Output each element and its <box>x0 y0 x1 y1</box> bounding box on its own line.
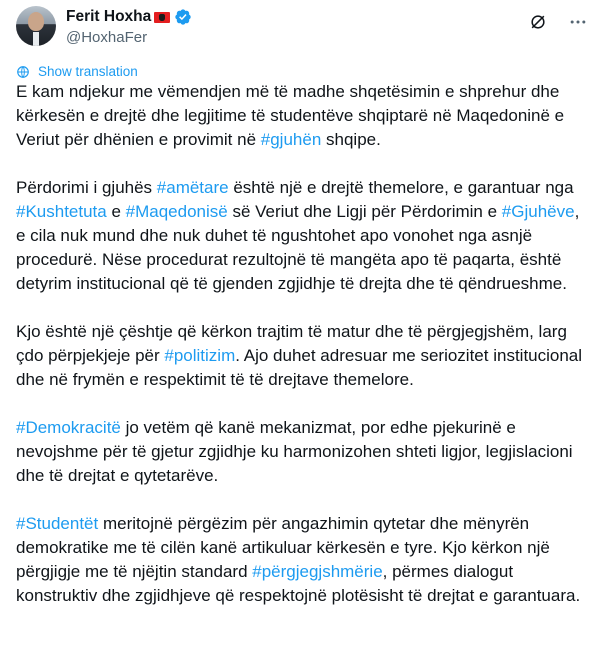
tweet-paragraph <box>16 320 590 392</box>
text-segment: Kjo është një çështje që kërkon trajtim të matur dhe të përgjegjshëm, larg çdo përpjekjeje për <box>16 322 567 365</box>
tweet-paragraph <box>16 80 590 152</box>
grok-icon[interactable] <box>528 12 548 32</box>
tweet-paragraph <box>16 416 590 488</box>
author-name[interactable]: Ferit Hoxha <box>66 8 152 25</box>
author-block <box>66 7 192 46</box>
text-segment: meritojnë përgëzim për angazhimin qytetar dhe mënyrën demokratike me të cilën kanë artikuluar kërkesën e tyre. Kjo kërkon një përgjigje me të njëjtin standard <box>16 514 550 581</box>
hashtag-link[interactable]: #gjuhën <box>260 130 322 149</box>
tweet-text <box>16 80 590 632</box>
tweet-header <box>16 6 588 50</box>
hashtag-link[interactable]: #amëtare <box>156 178 229 197</box>
tweet-paragraph <box>16 176 590 296</box>
text-segment: Përdorimi i gjuhës <box>16 178 157 197</box>
hashtag-link[interactable]: #Kushtetuta <box>16 202 107 221</box>
hashtag-link[interactable]: #përgjegjshmërie <box>252 562 383 581</box>
hashtag-link[interactable]: #Demokracitë <box>16 418 121 437</box>
more-dots-icon[interactable] <box>568 12 588 32</box>
text-segment: , përmes dialogut konstruktiv dhe zgjidhjeve që respektojnë plotësisht të drejtat e garantuara. <box>16 562 581 605</box>
text-segment: , e cila nuk mund dhe nuk duhet të ngushtohet apo vonohet nga asnjë procedurë. Nëse procedurat rezultojnë të mangëta apo të paqarta, është detyrim institucional që të gjenden zgjidhje të drejta dhe të qëndrueshme. <box>16 202 580 293</box>
hashtag-link[interactable]: #politizim <box>164 346 236 365</box>
show-translation-link[interactable] <box>16 64 138 79</box>
tweet-paragraph <box>16 512 590 608</box>
show-translation-label: Show translation <box>38 64 138 79</box>
hashtag-link[interactable]: #Gjuhëve <box>501 202 575 221</box>
text-segment: jo vetëm që kanë mekanizmat, por edhe pjekurinë e nevojshme për të gjetur zgjidhje ku harmonizohen shteti ligjor, legjislacioni dhe të drejtat e qytetarëve. <box>16 418 573 485</box>
text-segment: . Ajo duhet adresuar me seriozitet institucional dhe në frymën e respektimit të të drejtave themelore. <box>16 346 583 389</box>
hashtag-link[interactable]: #Studentët <box>16 514 99 533</box>
author-handle[interactable]: @HoxhaFer <box>66 29 148 46</box>
text-segment: E kam ndjekur me vëmendjen më të madhe shqetësimin e shprehur dhe kërkesën e drejtë dhe legjitime të studentëve shqiptarë në Maqedoninë e Veriut për dhënien e provimit në <box>16 82 565 149</box>
verified-badge-icon[interactable] <box>174 8 192 26</box>
text-segment: shqipe. <box>321 130 381 149</box>
globe-icon <box>16 65 30 79</box>
text-segment: e <box>106 202 126 221</box>
avatar[interactable] <box>16 6 56 46</box>
text-segment: së Veriut dhe Ligji për Përdorimin e <box>227 202 502 221</box>
hashtag-link[interactable]: #Maqedonisë <box>125 202 228 221</box>
text-segment: është një e drejtë themelore, e garantuar nga <box>228 178 574 197</box>
albanian-flag-icon <box>154 12 170 23</box>
